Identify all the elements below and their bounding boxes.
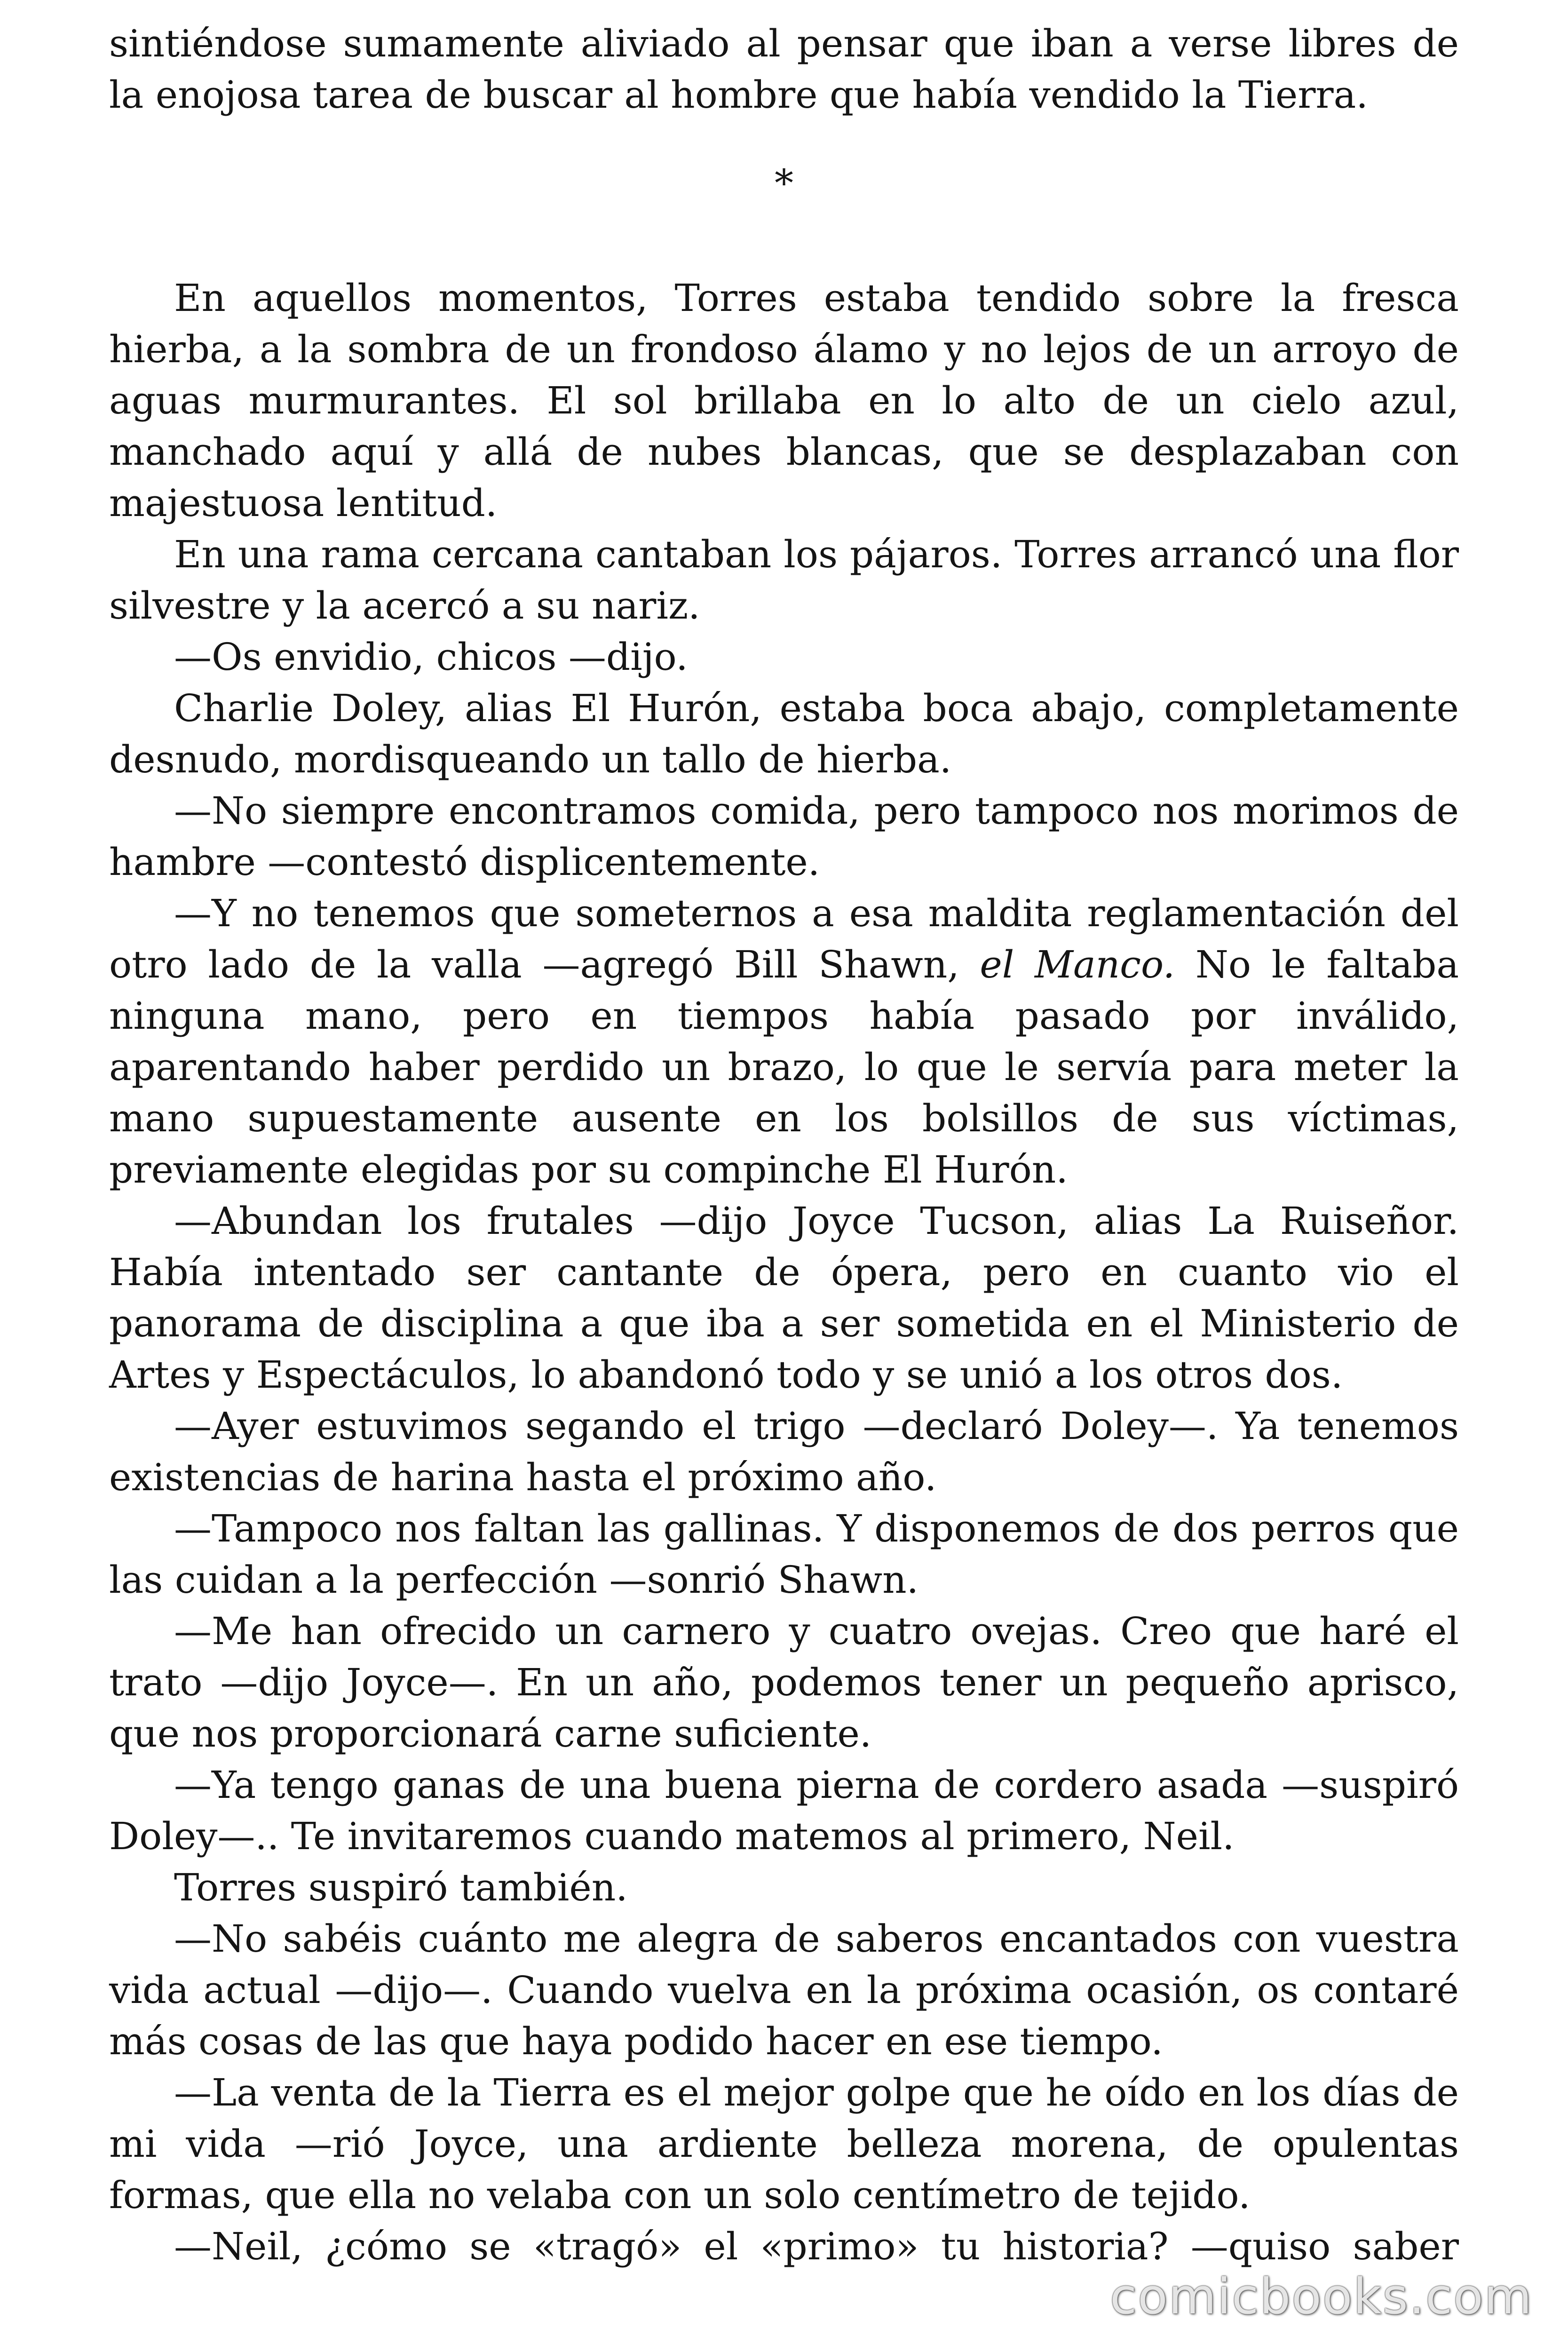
paragraph-manco [109,888,1459,1195]
paragraph: —No siempre encontramos comida, pero tampoco nos morimos de hambre —contestó displicentemente. [109,789,1459,884]
italic-el-manco: el Manco. [980,943,1175,986]
section-separator: * [775,161,793,205]
truncated-last-line [109,2221,1459,2272]
paragraph-last: —Neil, ¿cómo se «tragó» el «primo» tu historia? —quiso saber [174,2225,1459,2268]
paragraph: —Ayer estuvimos segando el trigo —declaró Doley—. Ya tenemos existencias de harina hasta el próximo año. [109,1404,1459,1499]
opening-paragraph: sintiéndose sumamente aliviado al pensar que iban a verse libres de la enojosa tarea de buscar al hombre que había vendido la Tierra. [109,22,1459,117]
paragraph: —Tampoco nos faltan las gallinas. Y disponemos de dos perros que las cuidan a la perfección —sonrió Shawn. [109,1507,1459,1602]
watermark-logo: comicbooks.com [1109,2268,1533,2325]
paragraph: —Me han ofrecido un carnero y cuatro ovejas. Creo que haré el trato —dijo Joyce—. En un año, podemos tener un pequeño aprisco, que nos proporcionará carne suficiente. [109,1609,1459,1756]
paragraph: —La venta de la Tierra es el mejor golpe que he oído en los días de mi vida —rió Joyce, una ardiente belleza morena, de opulentas formas, que ella no velaba con un solo centímetro de tejido. [109,2071,1459,2217]
paragraph: Charlie Doley, alias El Hurón, estaba boca abajo, completamente desnudo, mordisqueando un tallo de hierba. [109,686,1459,781]
paragraph: —Os envidio, chicos —dijo. [174,635,688,679]
paragraph: En aquellos momentos, Torres estaba tendido sobre la fresca hierba, a la sombra de un frondoso álamo y no lejos de un arroyo de aguas murmurantes. El sol brillaba en lo alto de un cielo azul, manchado aquí y allá de nubes blancas, que se desplazaban con majestuosa lentitud. [109,276,1459,525]
paragraph-manco-before: —Y no tenemos que someternos a esa maldita reglamentación del otro lado de la valla —agregó Bill Shawn, [109,891,1459,986]
paragraph: Torres suspiró también. [174,1866,628,1909]
paragraph: —No sabéis cuánto me alegra de saberos encantados con vuestra vida actual —dijo—. Cuando vuelva en la próxima ocasión, os contaré más cosas de las que haya podido hacer en ese tiempo. [109,1917,1459,2063]
book-page [109,18,1459,2272]
paragraph-manco-after: No le faltaba ninguna mano, pero en tiempos había pasado por inválido, aparentando haber perdido un brazo, lo que le servía para meter la mano supuestamente ausente en los bolsillos de sus víctimas, previamente elegidas por su compinche El Hurón. [109,943,1459,1192]
paragraph: —Abundan los frutales —dijo Joyce Tucson, alias La Ruiseñor. Había intentado ser cantante de ópera, pero en cuanto vio el panorama de disciplina a que iba a ser sometida en el Ministerio de Artes y Espectáculos, lo abandonó todo y se unió a los otros dos. [109,1199,1459,1397]
paragraph: En una rama cercana cantaban los pájaros. Torres arrancó una flor silvestre y la acercó a su nariz. [109,532,1459,628]
paragraph: —Ya tengo ganas de una buena pierna de cordero asada —suspiró Doley—.. Te invitaremos cuando matemos al primero, Neil. [109,1763,1459,1858]
